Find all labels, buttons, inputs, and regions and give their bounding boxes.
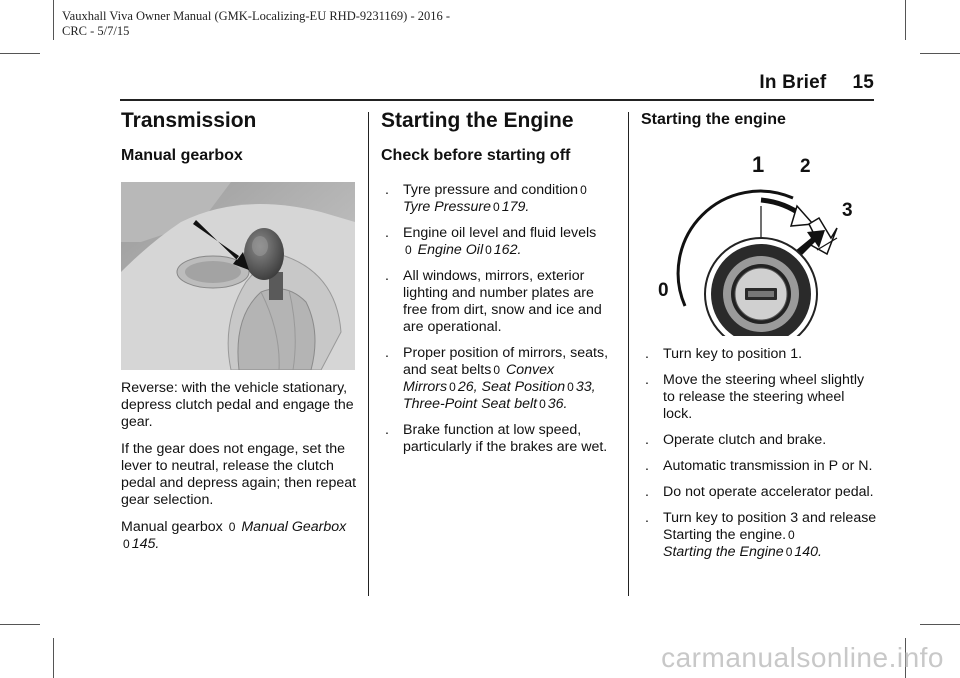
bullet: .	[385, 225, 389, 241]
ref-page[interactable]: 162	[493, 242, 518, 258]
subheading-manual-gearbox: Manual gearbox	[121, 147, 243, 164]
ref-arrow-icon: 0	[405, 243, 412, 257]
ref-arrow-icon: 0	[580, 183, 587, 197]
section-title: In Brief	[759, 72, 827, 93]
crop-mark	[0, 624, 40, 625]
ref-arrow-icon: 0	[228, 520, 236, 534]
ref-page[interactable]: 26	[457, 379, 474, 395]
list-item: . Operate clutch and brake.	[645, 432, 827, 448]
crop-mark	[920, 53, 960, 54]
bullet: .	[385, 345, 389, 361]
ref-link[interactable]: Starting the Engine	[663, 544, 784, 560]
ignition-label-2: 2	[800, 156, 811, 177]
list-item: . Engine oil level and fluid levels 0 Engine Oil 0 162.	[385, 225, 597, 258]
bullet: .	[385, 182, 389, 198]
bullet: .	[645, 510, 649, 526]
list-item: . All windows, mirrors, exterior lighting and number plates are free from dirt, snow and ice and are operational.	[385, 268, 602, 335]
page-ref-arrow-icon: 0	[485, 243, 492, 257]
bullet: .	[645, 432, 649, 448]
section-heading-starting-engine: Starting the Engine	[381, 109, 574, 132]
column-divider	[368, 112, 369, 596]
bullet: .	[645, 346, 649, 362]
list-item: . Automatic transmission in P or N.	[645, 458, 873, 474]
crop-mark	[53, 0, 54, 40]
ref-page[interactable]: 179	[501, 199, 526, 215]
page-ref-arrow-icon: 0	[567, 380, 574, 394]
list-item: . Proper position of mirrors, seats, and seat belts 0 Convex Mirrors 0 26, Seat Position 0 33, Three-Point Seat belt 0 36.	[385, 345, 609, 412]
crop-mark	[905, 0, 906, 40]
list-item: . Move the steering wheel slightly to release the steering wheel lock.	[645, 372, 865, 422]
page-ref-arrow-icon: 0	[539, 397, 546, 411]
column-divider	[628, 112, 629, 596]
bullet: .	[645, 484, 649, 500]
ignition-label-3: 3	[842, 200, 853, 221]
bullet: .	[385, 422, 389, 438]
ref-arrow-icon: 0	[788, 528, 795, 542]
column-transmission	[121, 108, 357, 563]
ref-page[interactable]: 145	[131, 536, 156, 552]
paragraph-gear-not-engage: If the gear does not engage, set the lever to neutral, release the clutch pedal and depress again; then repeat gear selection.	[121, 441, 357, 508]
cross-reference: Manual gearbox 0 Manual Gearbox 0 145.	[121, 519, 347, 552]
bullet: .	[645, 458, 649, 474]
subheading-check-before: Check before starting off	[381, 147, 571, 164]
ignition-label-1: 1	[752, 152, 765, 177]
header-rule	[120, 99, 874, 101]
column-starting-engine	[381, 108, 617, 465]
subheading-starting-engine: Starting the engine	[641, 111, 786, 128]
document-meta-line2: CRC - 5/7/15	[62, 24, 130, 38]
ref-intro: Manual gearbox	[121, 519, 223, 535]
document-meta-line1: Vauxhall Viva Owner Manual (GMK-Localizing-EU RHD-9231169) - 2016 -	[62, 9, 451, 23]
page-ref-arrow-icon: 0	[449, 380, 456, 394]
document-meta	[62, 9, 450, 39]
bullet: .	[645, 372, 649, 388]
section-heading-transmission: Transmission	[121, 109, 257, 132]
crop-mark	[920, 624, 960, 625]
page-number: 15	[852, 72, 874, 93]
page-ref-arrow-icon: 0	[493, 200, 500, 214]
crop-mark	[0, 53, 40, 54]
ref-link-manual-gearbox[interactable]: Manual Gearbox	[241, 519, 347, 535]
check-list	[381, 182, 617, 456]
list-item: . Tyre pressure and condition 0 Tyre Pressure 0 179.	[385, 182, 587, 215]
page-header	[759, 72, 874, 94]
page-ref-arrow-icon: 0	[785, 545, 793, 559]
ref-page[interactable]: 140	[794, 544, 819, 560]
ignition-label-0: 0	[658, 280, 669, 301]
ref-link[interactable]: Tyre Pressure	[403, 199, 492, 215]
procedure-list	[641, 346, 877, 561]
watermark: carmanualsonline.info	[661, 642, 944, 673]
ref-page[interactable]: 33	[575, 379, 592, 395]
ref-arrow-icon: 0	[493, 363, 501, 377]
gearbox-illustration	[121, 182, 355, 370]
bullet: .	[385, 268, 389, 284]
crop-mark	[53, 638, 54, 678]
ref-link[interactable]: Three-Point Seat belt	[403, 396, 538, 412]
list-item: . Turn key to position 3 and release Starting the engine. 0 Starting the Engine 0 140.	[645, 510, 877, 560]
list-item: . Turn key to position 1.	[645, 346, 803, 362]
page-ref-arrow-icon: 0	[123, 537, 130, 551]
ref-link[interactable]: Convex Mirrors	[403, 362, 555, 395]
ref-link[interactable]: Seat Position	[481, 379, 566, 395]
list-item: . Do not operate accelerator pedal.	[645, 484, 874, 500]
ref-link[interactable]: Engine Oil	[417, 242, 484, 258]
ref-page[interactable]: 36	[547, 396, 564, 412]
list-item: . Brake function at low speed, particularly if the brakes are wet.	[385, 422, 608, 455]
paragraph-reverse: Reverse: with the vehicle stationary, depress clutch pedal and engage the gear.	[121, 380, 354, 430]
